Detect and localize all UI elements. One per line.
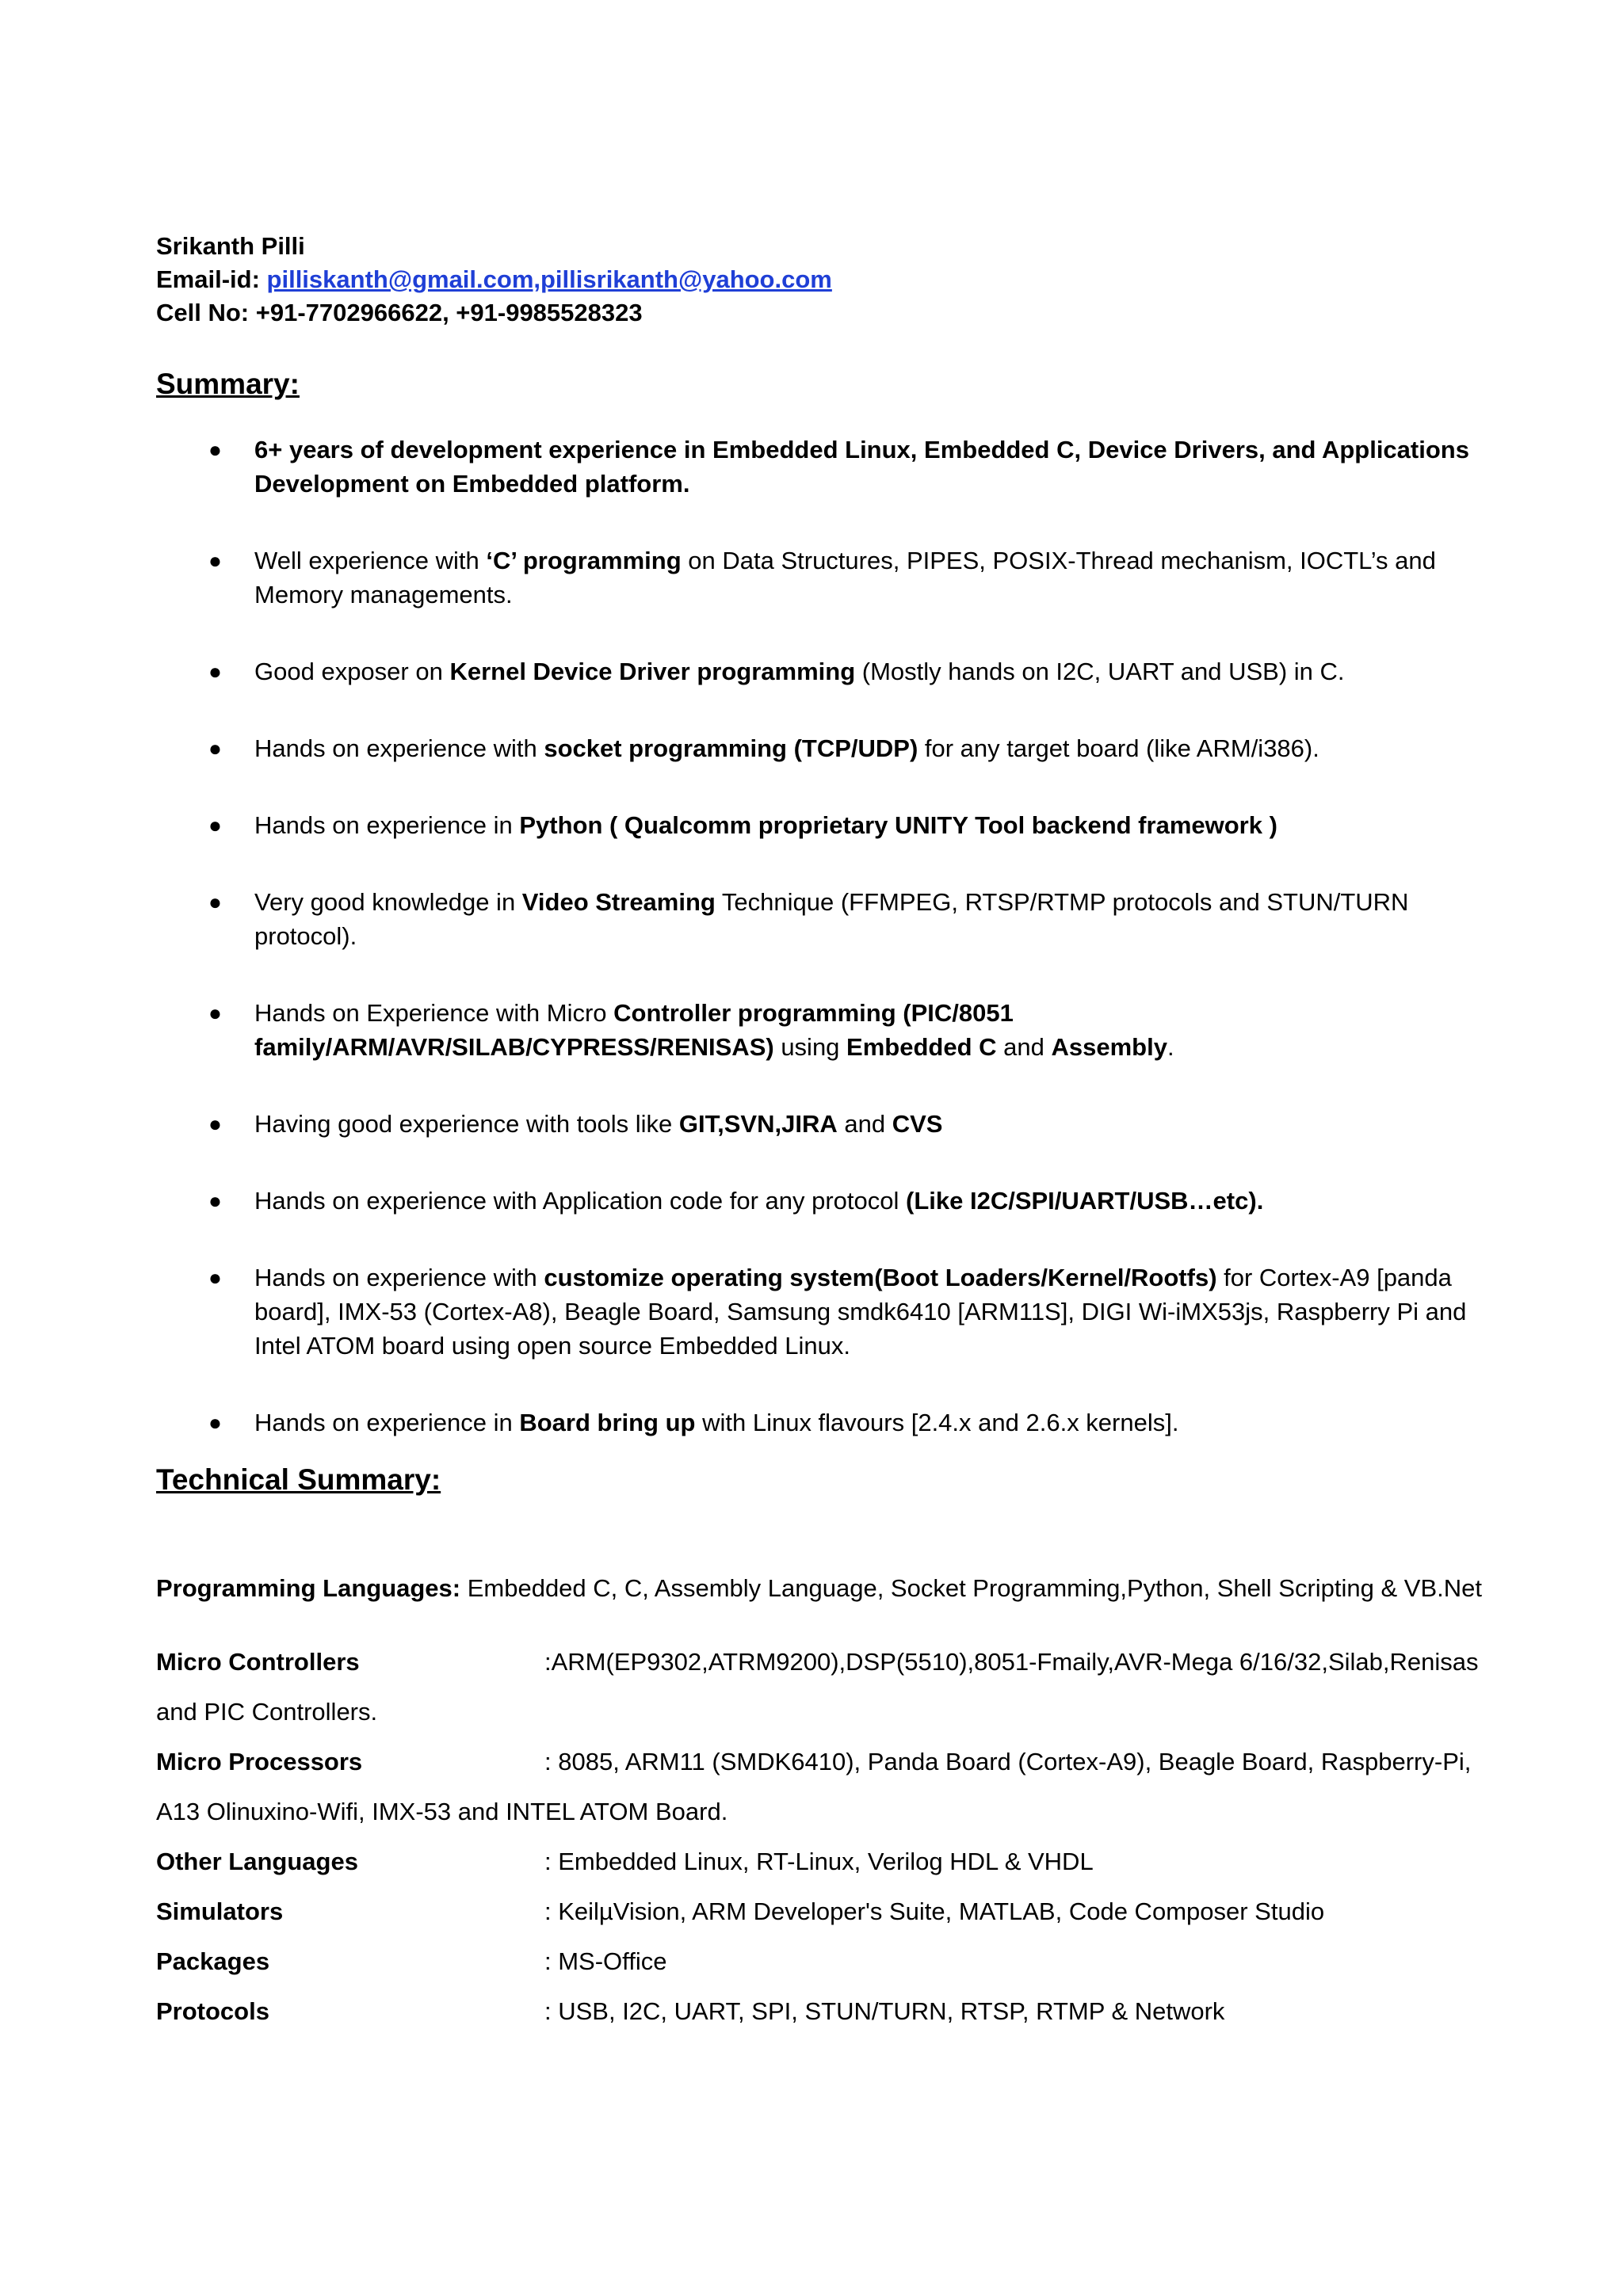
item-text: on Data Structures, PIPES, POSIX-Thread mechanism, IOCTL’s and Memory managements. bbox=[254, 547, 1436, 608]
item-text: using bbox=[773, 1033, 847, 1061]
item-text: Having good experience with tools like bbox=[254, 1110, 679, 1138]
item-bold: ‘C’ programming bbox=[486, 547, 682, 574]
list-item bbox=[156, 885, 1487, 953]
summary-heading: Summary: bbox=[156, 368, 300, 400]
item-bold: Board bring up bbox=[519, 1409, 696, 1436]
tech-row-other-languages bbox=[156, 1836, 1487, 1886]
item-text: Hands on experience with Application code for any protocol bbox=[254, 1187, 906, 1215]
tech-value-continuation: A13 Olinuxino-Wifi, IMX-53 and INTEL ATOM Board. bbox=[156, 1798, 728, 1825]
tech-label: Micro Processors bbox=[156, 1748, 363, 1775]
bullet-icon: ● bbox=[208, 437, 222, 462]
tech-row-protocols bbox=[156, 1986, 1487, 2036]
item-bold: Video Streaming bbox=[521, 888, 716, 916]
tech-row-simulators bbox=[156, 1886, 1487, 1936]
item-bold: GIT,SVN,JIRA bbox=[678, 1110, 838, 1138]
tech-value: : USB, I2C, UART, SPI, STUN/TURN, RTSP, RTMP & Network bbox=[544, 1997, 1225, 2025]
item-text: Good exposer on bbox=[254, 658, 450, 685]
item-text: Hands on experience in bbox=[254, 1409, 520, 1436]
item-text: Hands on experience in bbox=[254, 811, 520, 839]
email-link[interactable]: pilliskanth@gmail.com,pillisrikanth@yahoo.com bbox=[266, 265, 832, 293]
item-bold: Kernel Device Driver programming bbox=[449, 658, 856, 685]
tech-value: : Embedded Linux, RT-Linux, Verilog HDL & VHDL bbox=[544, 1848, 1094, 1875]
bullet-icon: ● bbox=[208, 1188, 222, 1213]
tech-value: : 8085, ARM11 (SMDK6410), Panda Board (Cortex-A9), Beagle Board, Raspberry-Pi, bbox=[544, 1748, 1472, 1775]
tech-row-micro-processors bbox=[156, 1737, 1487, 1787]
resume-content bbox=[156, 230, 1487, 2036]
tech-value: :ARM(EP9302,ATRM9200),DSP(5510),8051-Fmaily,AVR-Mega 6/16/32,Silab,Renisas bbox=[544, 1648, 1479, 1676]
cell-line bbox=[156, 296, 1487, 330]
bullet-icon: ● bbox=[208, 1410, 222, 1435]
tech-label: Packages bbox=[156, 1947, 270, 1975]
bullet-icon: ● bbox=[208, 736, 222, 761]
item-text: Hands on Experience with Micro bbox=[254, 999, 614, 1027]
item-text: 6+ years of development experience in Embedded Linux, Embedded C, Device Drivers, and Applications Development on Embedded platform. bbox=[254, 436, 1469, 498]
list-item bbox=[156, 1107, 1487, 1141]
item-text: (Mostly hands on I2C, UART and USB) in C. bbox=[855, 658, 1345, 685]
bullet-icon: ● bbox=[208, 548, 222, 573]
item-text: Technique (FFMPEG, RTSP/RTMP protocols and STUN/TURN protocol). bbox=[254, 888, 1409, 950]
summary-list bbox=[156, 433, 1487, 1440]
email-label: Email-id: bbox=[156, 265, 260, 293]
programming-languages-line bbox=[156, 1571, 1487, 1605]
item-text: Hands on experience with bbox=[254, 1264, 544, 1291]
list-item bbox=[156, 996, 1487, 1064]
item-text: . bbox=[1167, 1033, 1174, 1061]
tech-label: Micro Controllers bbox=[156, 1648, 360, 1676]
item-text: and bbox=[837, 1110, 892, 1138]
item-bold: socket programming (TCP/UDP) bbox=[544, 734, 918, 762]
item-text: for any target board (like ARM/i386). bbox=[918, 734, 1319, 762]
technical-details bbox=[156, 1637, 1487, 2036]
item-bold: Assembly bbox=[1051, 1033, 1167, 1061]
item-bold: Controller programming (PIC/8051 family/ARM/AVR/SILAB/CYPRESS/RENISAS) bbox=[254, 999, 1014, 1061]
list-item bbox=[156, 1184, 1487, 1218]
tech-label: Protocols bbox=[156, 1997, 269, 2025]
item-text: Very good knowledge in bbox=[254, 888, 522, 916]
list-item bbox=[156, 1261, 1487, 1363]
technical-summary-heading: Technical Summary: bbox=[156, 1463, 441, 1496]
list-item bbox=[156, 433, 1487, 501]
programming-languages-label: Programming Languages: bbox=[156, 1574, 461, 1602]
cell-label: Cell No: bbox=[156, 299, 250, 326]
tech-row-packages bbox=[156, 1936, 1487, 1986]
bullet-icon: ● bbox=[208, 813, 222, 837]
item-text: Well experience with bbox=[254, 547, 487, 574]
item-text: with Linux flavours [2.4.x and 2.6.x kernels]. bbox=[695, 1409, 1179, 1436]
list-item bbox=[156, 731, 1487, 765]
item-text: Hands on experience with bbox=[254, 734, 544, 762]
bullet-icon: ● bbox=[208, 1112, 222, 1136]
tech-row-micro-controllers bbox=[156, 1637, 1487, 1687]
item-bold: customize operating system(Boot Loaders/Kernel/Rootfs) bbox=[544, 1264, 1217, 1291]
cell-value: +91-7702966622, +91-9985528323 bbox=[255, 299, 643, 326]
bullet-icon: ● bbox=[208, 1001, 222, 1025]
tech-value-continuation: and PIC Controllers. bbox=[156, 1698, 378, 1726]
tech-value: : KeilµVision, ARM Developer's Suite, MATLAB, Code Composer Studio bbox=[544, 1897, 1325, 1925]
list-item bbox=[156, 808, 1487, 842]
item-bold: Embedded C bbox=[846, 1033, 997, 1061]
item-bold: Python ( Qualcomm proprietary UNITY Tool backend framework ) bbox=[519, 811, 1277, 839]
bullet-icon: ● bbox=[208, 659, 222, 684]
item-bold: (Like I2C/SPI/UART/USB…etc). bbox=[906, 1187, 1264, 1215]
programming-languages-value: Embedded C, C, Assembly Language, Socket Programming,Python, Shell Scripting & VB.Net bbox=[460, 1574, 1482, 1602]
bullet-icon: ● bbox=[208, 890, 222, 914]
tech-label: Other Languages bbox=[156, 1848, 358, 1875]
list-item bbox=[156, 654, 1487, 688]
tech-value: : MS-Office bbox=[544, 1947, 667, 1975]
list-item bbox=[156, 543, 1487, 612]
candidate-name: Srikanth Pilli bbox=[156, 232, 305, 260]
email-line bbox=[156, 263, 1487, 296]
item-text: and bbox=[996, 1033, 1052, 1061]
item-text: for Cortex-A9 [panda board], IMX-53 (Cortex-A8), Beagle Board, Samsung smdk6410 [ARM11S], DIGI Wi-iMX53js, Raspberry Pi and Intel ATOM board using open source Embedded Linux. bbox=[254, 1264, 1467, 1360]
bullet-icon: ● bbox=[208, 1265, 222, 1290]
tech-label: Simulators bbox=[156, 1897, 284, 1925]
list-item bbox=[156, 1405, 1487, 1440]
item-bold: CVS bbox=[892, 1110, 943, 1138]
